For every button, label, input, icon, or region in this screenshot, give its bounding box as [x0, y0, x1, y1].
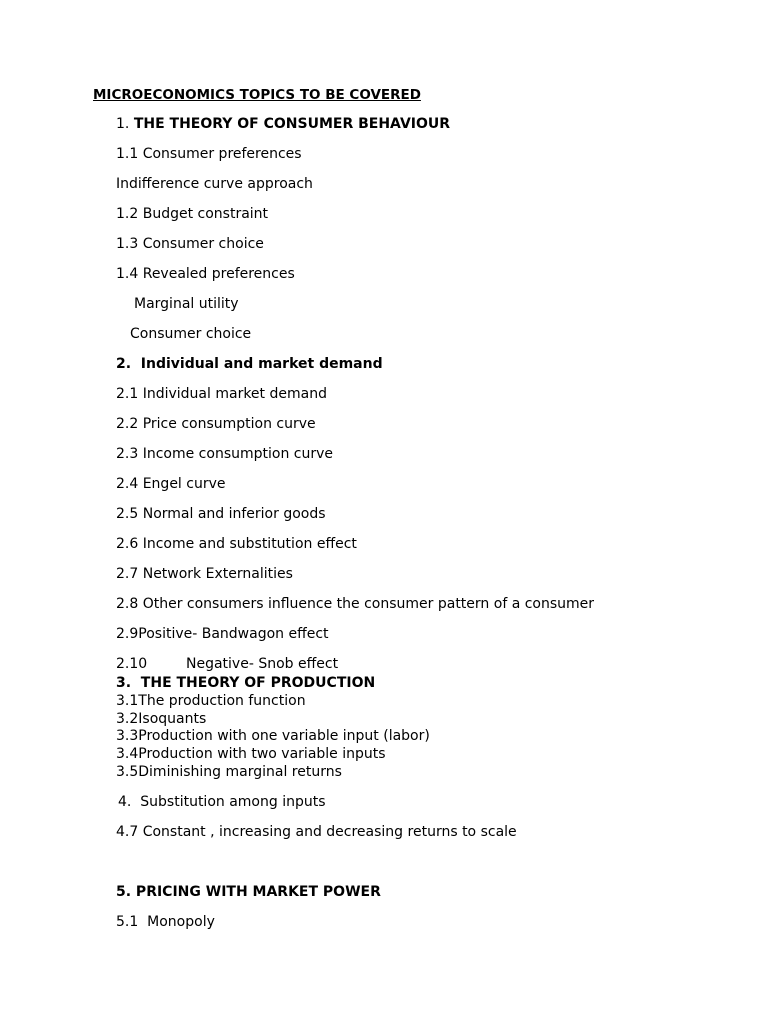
topic-line: 5.1 Monopoly [116, 914, 215, 930]
topic-line: 3.4Production with two variable inputs [116, 746, 386, 762]
topic-line [116, 656, 339, 673]
topic-line: 1.2 Budget constraint [116, 206, 269, 222]
topic-line: 3.1The production function [116, 693, 306, 709]
topic-line: 2.3 Income consumption curve [116, 446, 333, 462]
section-number: 1. [116, 116, 130, 132]
section-heading: 5. PRICING WITH MARKET POWER [116, 884, 381, 900]
topic-line: Consumer choice [130, 326, 252, 342]
topic-line: 2.1 Individual market demand [116, 386, 327, 402]
topic-line: 4. Substitution among inputs [118, 794, 326, 810]
section-heading [116, 116, 450, 133]
topic-line: 1.1 Consumer preferences [116, 146, 302, 162]
topic-line: 2.9Positive- Bandwagon effect [116, 626, 329, 642]
topic-line: 3.3Production with one variable input (labor) [116, 728, 430, 744]
section-heading: 2. Individual and market demand [116, 356, 383, 372]
topic-line: Marginal utility [134, 296, 239, 312]
topic-text: Negative- Snob effect [186, 656, 339, 672]
topic-line: 2.4 Engel curve [116, 476, 226, 492]
topic-line: 3.2Isoquants [116, 711, 207, 727]
topic-line: 2.6 Income and substitution effect [116, 536, 357, 552]
topic-line: 2.5 Normal and inferior goods [116, 506, 326, 522]
topic-line: 1.4 Revealed preferences [116, 266, 295, 282]
topic-line: 3.5Diminishing marginal returns [116, 764, 342, 780]
topic-line: 4.7 Constant , increasing and decreasing returns to scale [116, 824, 517, 840]
topic-line: 2.7 Network Externalities [116, 566, 293, 582]
document-title: MICROECONOMICS TOPICS TO BE COVERED [93, 87, 421, 103]
topic-line: 1.3 Consumer choice [116, 236, 264, 252]
topic-line: 2.8 Other consumers influence the consumer pattern of a consumer [116, 596, 595, 612]
section-title: THE THEORY OF CONSUMER BEHAVIOUR [133, 116, 451, 132]
topic-number: 2.10 [116, 656, 148, 672]
topic-line: 2.2 Price consumption curve [116, 416, 316, 432]
section-heading: 3. THE THEORY OF PRODUCTION [116, 675, 376, 691]
topic-line: Indifference curve approach [116, 176, 313, 192]
